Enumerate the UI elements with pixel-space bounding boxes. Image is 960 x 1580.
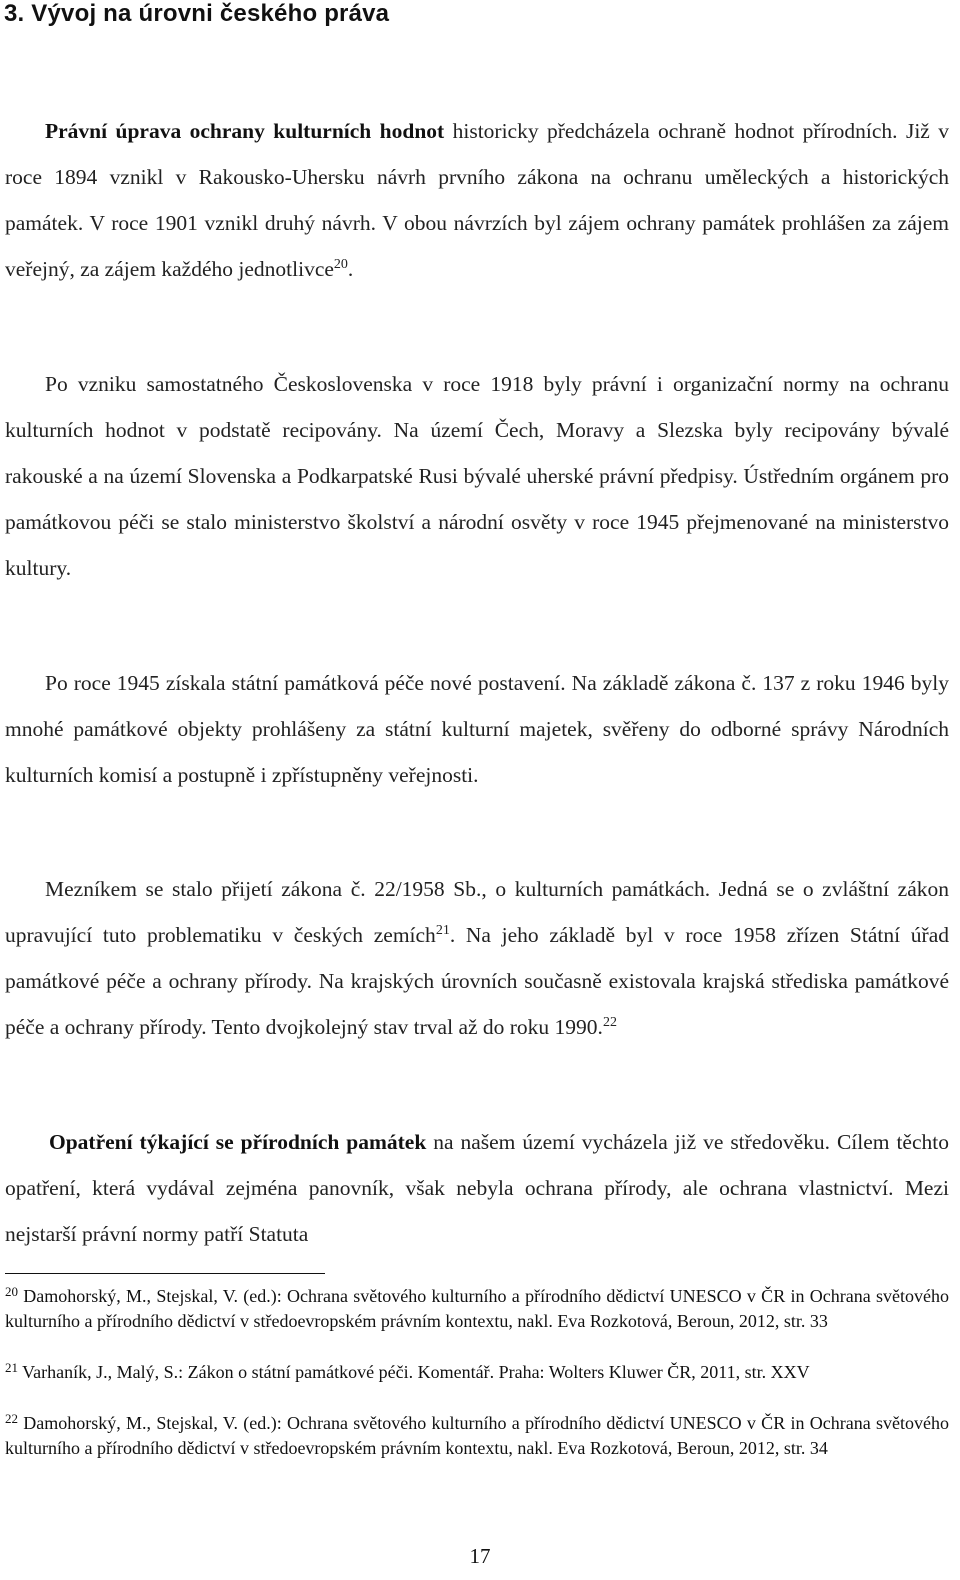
- paragraph-cultural-protection: [5, 108, 949, 292]
- footnote-text: Damohorský, M., Stejskal, V. (ed.): Ochrana světového kulturního a přírodního dědictví UNESCO v ČR in Ochrana světového kulturního a přírodního dědictví v středoevropském právním kontextu, nakl. Eva Rozkotová, Beroun, 2012, str. 33: [5, 1286, 949, 1331]
- paragraph-text: Po roce 1945 získala státní památková péče nové postavení. Na základě zákona č. 137 z roku 1946 byly mnohé památkové objekty prohlášeny za státní kulturní majetek, svěřeny do odborné správy Národních kulturních komisí a postupně i zpřístupněny veřejnosti.: [5, 671, 949, 787]
- paragraph-czechoslovakia: [5, 361, 949, 591]
- footnote-ref[interactable]: 21: [435, 923, 450, 938]
- footnote-ref[interactable]: 22: [602, 1015, 617, 1030]
- footnote-number: 20: [5, 1284, 18, 1299]
- paragraph-text: . Na jeho základě byl v roce 1958 zřízen Státní úřad památkové péče a ochrany přírody. Na krajských úrovních současně existovala krajská střediska památkové péče a ochrany přírody. Tento dvojkolejný stav trval až do roku 1990.: [5, 923, 949, 1039]
- page-number: 17: [469, 1544, 491, 1568]
- footnote-text: Varhaník, J., Malý, S.: Zákon o státní památkové péči. Komentář. Praha: Wolters Kluwer ČR, 2011, str. XXV: [18, 1362, 810, 1382]
- paragraph-text: Mezníkem se stalo přijetí zákona č. 22/1958 Sb., o kulturních památkách. Jedná se o zvláštní zákon upravující tuto problematiku v českých zemích: [5, 877, 949, 947]
- paragraph-law-1958: [5, 866, 949, 1050]
- paragraph-text: na našem území vycházela již ve středověku. Cílem těchto opatření, která vydával zejména panovník, však nebyla ochrana přírody, ale ochrana vlastnictví. Mezi nejstarší právní normy patří Statuta: [5, 1130, 949, 1246]
- footnote-ref[interactable]: 20: [333, 257, 348, 272]
- footnote: [5, 1284, 949, 1334]
- paragraph-text-end: .: [347, 257, 354, 281]
- paragraph-text: historicky předcházela ochraně hodnot přírodních. Již v roce 1894 vznikl v Rakousko-Uhersku návrh prvního zákona na ochranu uměleckých a historických památek. V roce 1901 vznikl druhý návrh. V obou návrzích byl zájem ochrany památek prohlášen za zájem veřejný, za zájem každého jednotlivce: [5, 119, 949, 281]
- paragraph-text: Po vzniku samostatného Československa v roce 1918 byly právní i organizační normy na ochranu kulturních hodnot v podstatě recipovány. Na území Čech, Moravy a Slezska byly recipovány bývalé rakouské a na území Slovenska a Podkarpatské Rusi bývalé uherské právní předpisy. Ústředním orgánem pro památkovou péči se stalo ministerstvo školství a národní osvěty v roce 1945 přejmenované na ministerstvo kultury.: [5, 372, 949, 580]
- footnote-text: Damohorský, M., Stejskal, V. (ed.): Ochrana světového kulturního a přírodního dědictví UNESCO v ČR in Ochrana světového kulturního a přírodního dědictví v středoevropském právním kontextu, nakl. Eva Rozkotová, Beroun, 2012, str. 34: [5, 1413, 949, 1458]
- paragraph-post-1945: [5, 660, 949, 798]
- footnote: [5, 1411, 949, 1461]
- footnote-number: 21: [5, 1360, 18, 1375]
- paragraph-natural-monuments: [5, 1119, 949, 1257]
- section-heading: 3. Vývoj na úrovni českého práva: [4, 0, 390, 27]
- footnote-number: 22: [5, 1411, 18, 1426]
- bold-term: Opatření týkající se přírodních památek: [49, 1130, 427, 1154]
- bold-term: Právní úprava ochrany kulturních hodnot: [45, 119, 445, 143]
- footnote-separator: [5, 1273, 325, 1274]
- footnote: [5, 1360, 949, 1385]
